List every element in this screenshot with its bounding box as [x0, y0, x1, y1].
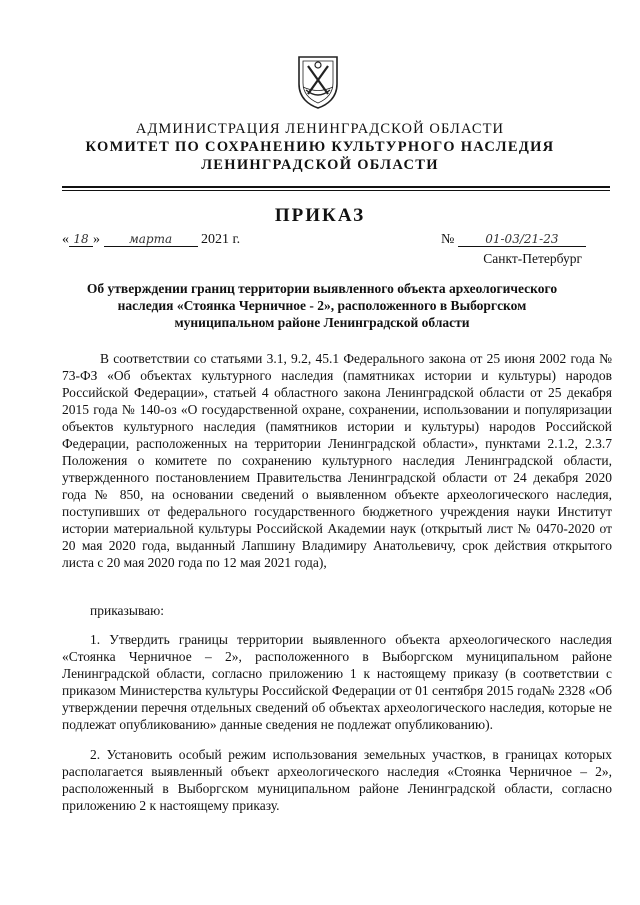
coat-of-arms-icon	[296, 54, 340, 110]
date-open-quote: «	[62, 232, 69, 247]
order-item-2: 2. Установить особый режим использования земельных участков, в границах которых располагается выявленный объект археологического наследия «Стоянка Черничное – 2», расположенный в Выборгском муниципальном районе Ленинградской области, согласно приложению 2 к настоящему приказу.	[62, 747, 612, 813]
preamble-paragraph: В соответствии со статьями 3.1, 9.2, 45.1 Федерального закона от 25 июня 2002 года № 73-ФЗ «Об объектах культурного наследия (памятниках истории и культуры) народов Российской Федерации», статьей 4 областного закона Ленинградской области от 25 декабря 2015 года № 140-оз «О государственной охране, сохранении, использовании и популяризации объектов культурного наследия (памятников истории и культуры) народов Российской Федерации, расположенных на территории Ленинградской области», пунктами 2.1.2, 2.3.7 Положения о комитете по сохранению культурного наследия Ленинградской области, утвержденного постановлением Правительства Ленинградской области от 24 декабря 2020 года № 850, на основании сведений о выявленном объекте археологического наследия, поступивших от федерального государственного бюджетного учреждения науки Институт истории материальной культуры Российской Академии наук (открытый лист № 0470-2020 от 20 мая 2020 года, выданный Лапшину Владимиру Анатольевичу, срок действия открытого листа с 20 мая 2020 года по 12 мая 2021 года),	[62, 351, 612, 570]
document-number	[441, 232, 586, 248]
header-divider	[62, 186, 610, 188]
order-item-1: 1. Утвердить границы территории выявленного объекта археологического наследия «Стоянка Черничное – 2», расположенного в Выборгском муниципальном районе Ленинградской области, согласно приложению 1 к настоящему приказу (в соответствии с приказом Министерства культуры Российской Федерации от 01 сентября 2015 года№ 2328 «Об утверждении перечня отдельных сведений об объектах археологического наследия, которые не подлежат опубликованию» данные сведения не подлежат опубликованию).	[62, 632, 612, 732]
number-sign: №	[441, 232, 455, 247]
date-close-quote: »	[93, 232, 100, 247]
document-title: ПРИКАЗ	[274, 205, 366, 226]
header-committee: КОМИТЕТ ПО СОХРАНЕНИЮ КУЛЬТУРНОГО НАСЛЕДИЯ	[85, 139, 555, 155]
document-subject: Об утверждении границ территории выявленного объекта археологического наследия «Стоянка Черничное - 2», расположенного в Выборгском муниципальном районе Ленинградской области	[86, 281, 558, 330]
header-divider-thin	[62, 190, 610, 191]
order-word: приказываю:	[90, 603, 164, 618]
date-day: 18	[69, 233, 93, 247]
header-administration: АДМИНИСТРАЦИЯ ЛЕНИНГРАДСКОЙ ОБЛАСТИ	[135, 121, 505, 137]
document-date	[62, 232, 240, 248]
date-month: марта	[104, 233, 198, 247]
document-city: Санкт-Петербург	[483, 251, 582, 266]
header-region: ЛЕНИНГРАДСКОЙ ОБЛАСТИ	[201, 157, 439, 173]
date-year: 2021 г.	[201, 232, 241, 247]
number-value: 01-03/21-23	[458, 233, 586, 247]
